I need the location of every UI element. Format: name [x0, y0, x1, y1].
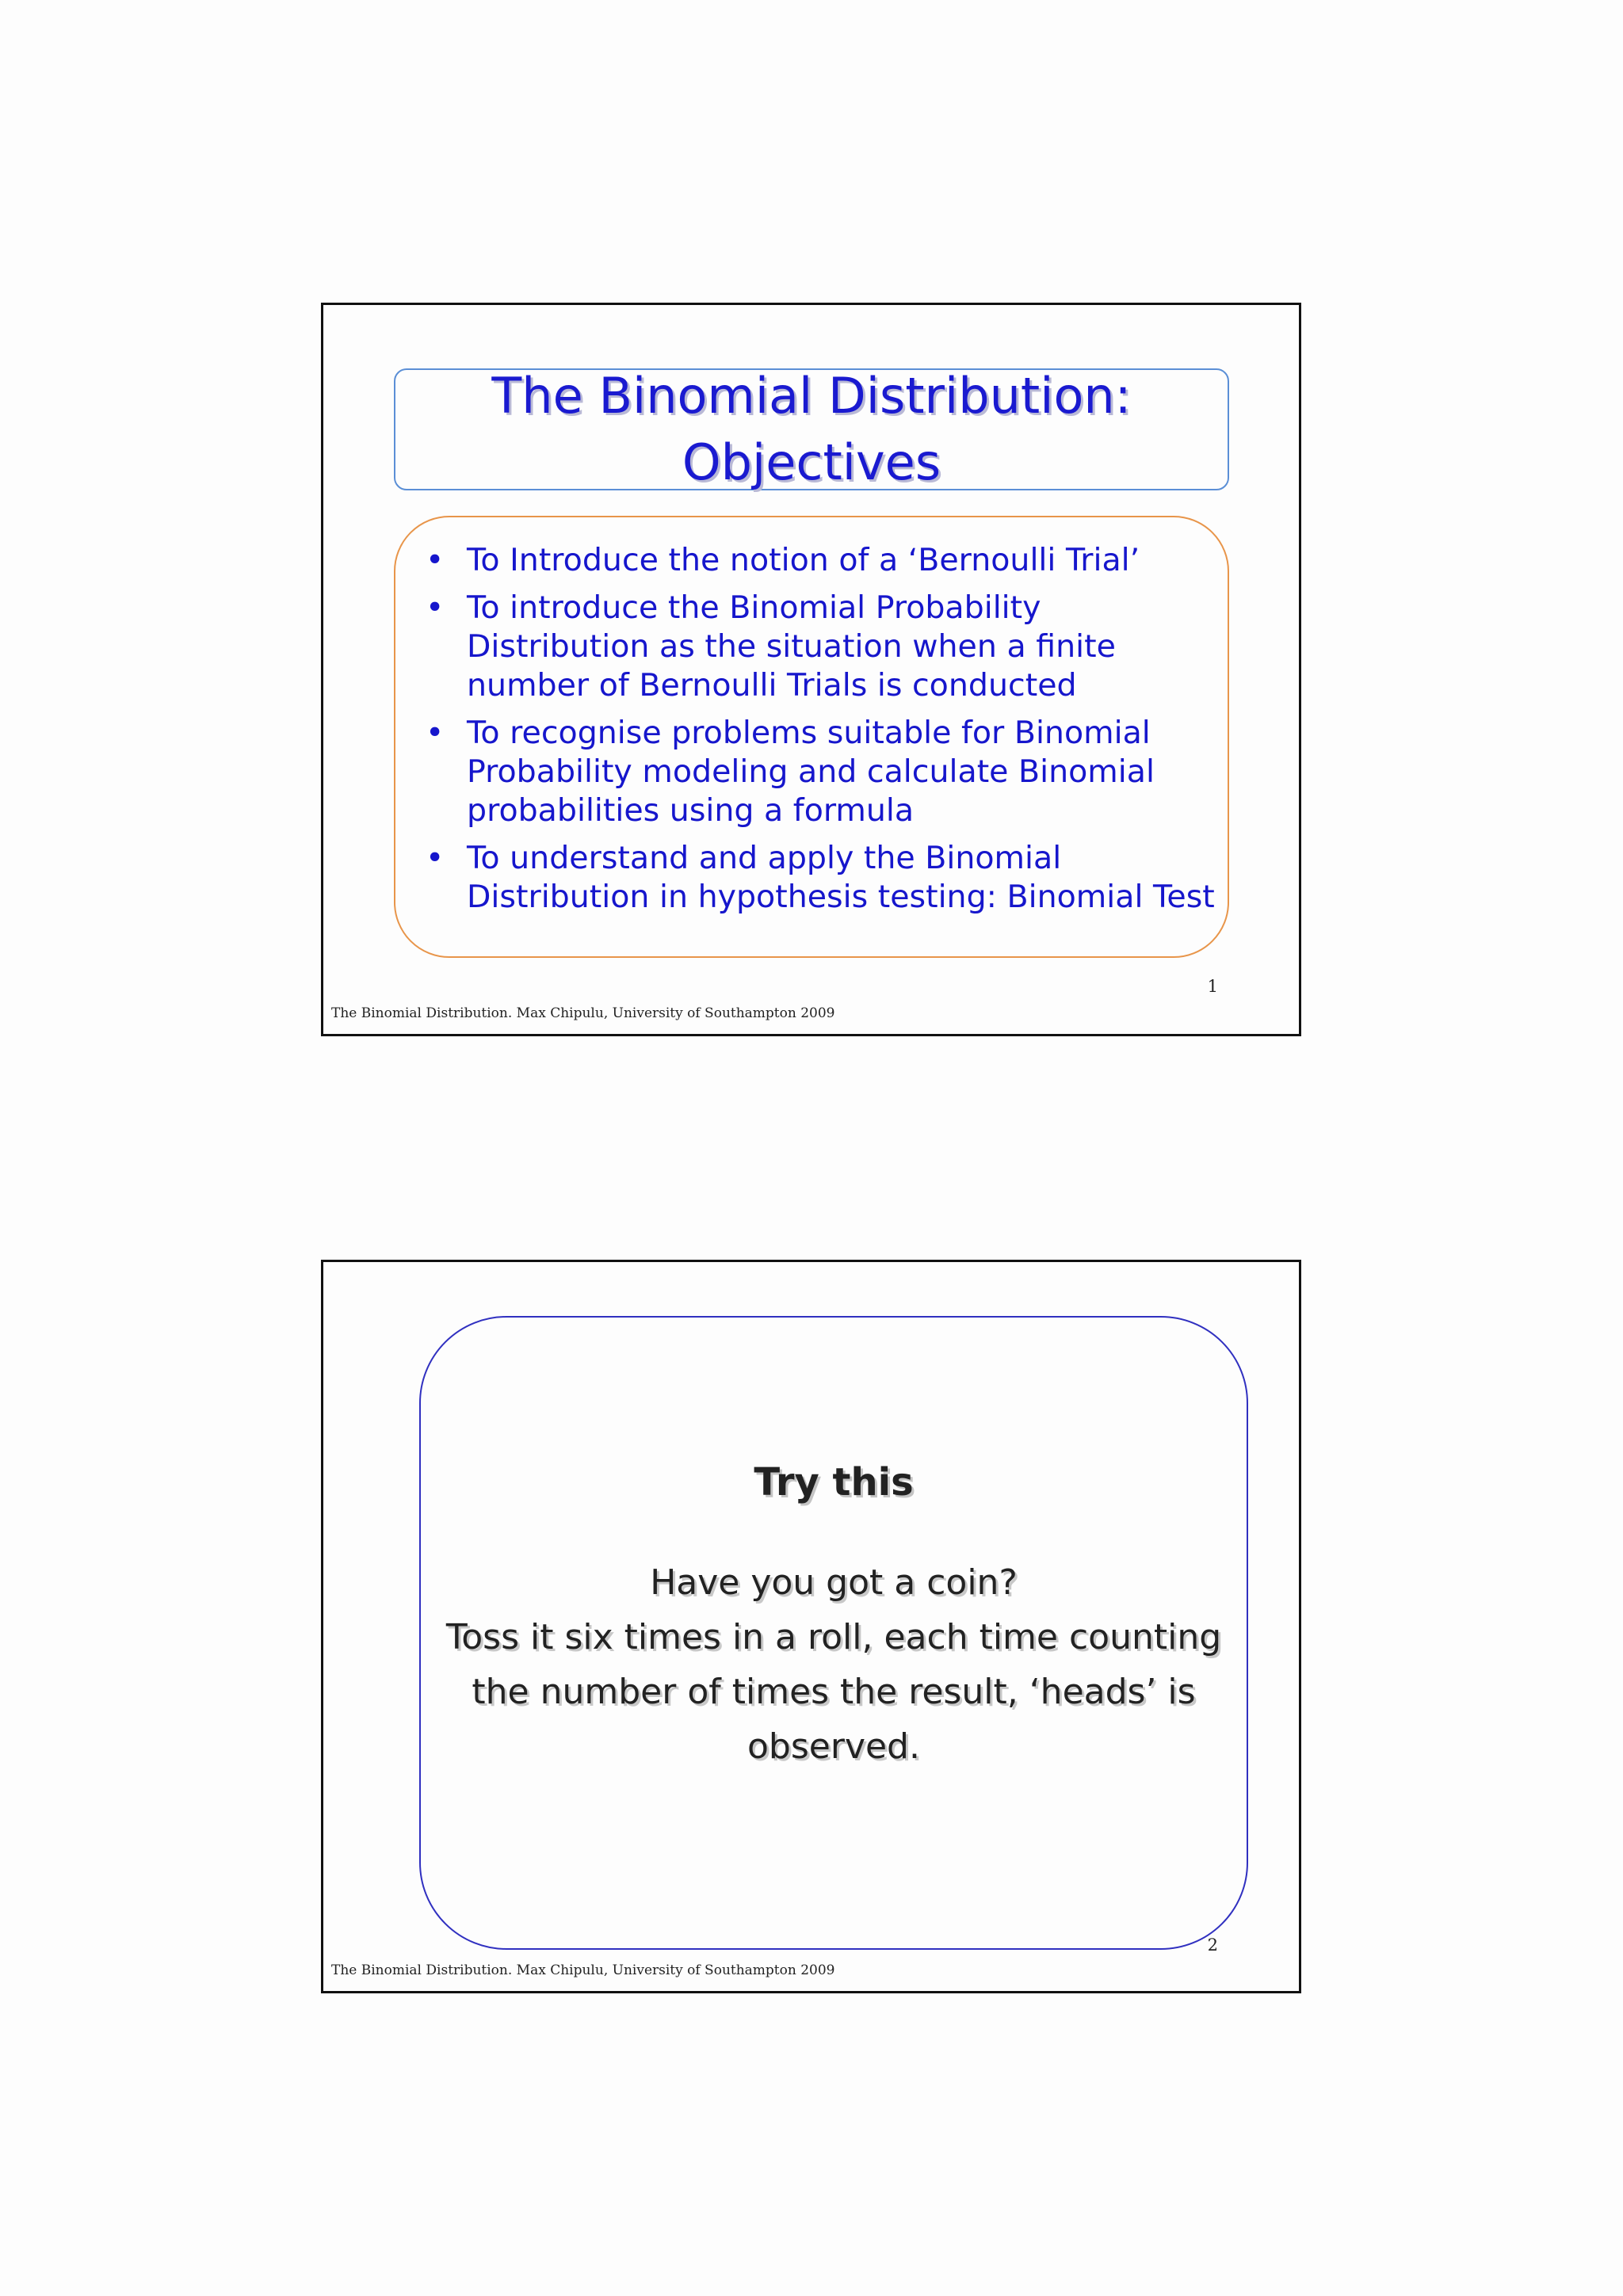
- try-this-box: [419, 1316, 1248, 1950]
- objectives-box: [394, 516, 1229, 958]
- slide-footer: The Binomial Distribution. Max Chipulu, University of Southampton 2009: [331, 1962, 835, 1978]
- slide-footer: The Binomial Distribution. Max Chipulu, University of Southampton 2009: [331, 1005, 835, 1021]
- title-line-1: The Binomial Distribution:: [491, 367, 1132, 425]
- try-this-body: [437, 1555, 1231, 1774]
- bullet-icon: •: [426, 715, 445, 751]
- bullet-icon: •: [426, 589, 445, 626]
- body-line-4: observed.: [747, 1726, 920, 1767]
- slide-title: [491, 363, 1131, 496]
- slide-1: [321, 303, 1301, 1036]
- objective-item: [426, 714, 1218, 830]
- objective-text: To introduce the Binomial Probability Distribution as the situation when a finite number of Bernoulli Trials is conducted: [467, 589, 1116, 704]
- objective-item: [426, 589, 1218, 705]
- objectives-list: [426, 541, 1218, 925]
- objective-text: To understand and apply the Binomial Distribution in hypothesis testing: Binomial Test: [467, 840, 1215, 915]
- title-line-2: Objectives: [682, 433, 941, 491]
- bullet-icon: •: [426, 542, 445, 578]
- try-this-heading: Try this: [754, 1460, 914, 1505]
- page-number: 1: [1207, 977, 1218, 996]
- bullet-icon: •: [426, 840, 445, 876]
- body-line-1: Have you got a coin?: [650, 1562, 1018, 1603]
- objective-item: [426, 541, 1218, 580]
- slide-2: [321, 1260, 1301, 1993]
- objective-text: To Introduce the notion of a ‘Bernoulli Trial’: [467, 542, 1140, 578]
- body-line-2: Toss it six times in a roll, each time counting: [445, 1617, 1222, 1657]
- body-line-3: the number of times the result, ‘heads’ is: [472, 1672, 1196, 1712]
- page-number: 2: [1207, 1936, 1218, 1955]
- objective-text: To recognise problems suitable for Binomial Probability modeling and calculate Binomial probabilities using a formula: [467, 715, 1155, 829]
- slide-title-box: [394, 368, 1229, 490]
- objective-item: [426, 839, 1218, 917]
